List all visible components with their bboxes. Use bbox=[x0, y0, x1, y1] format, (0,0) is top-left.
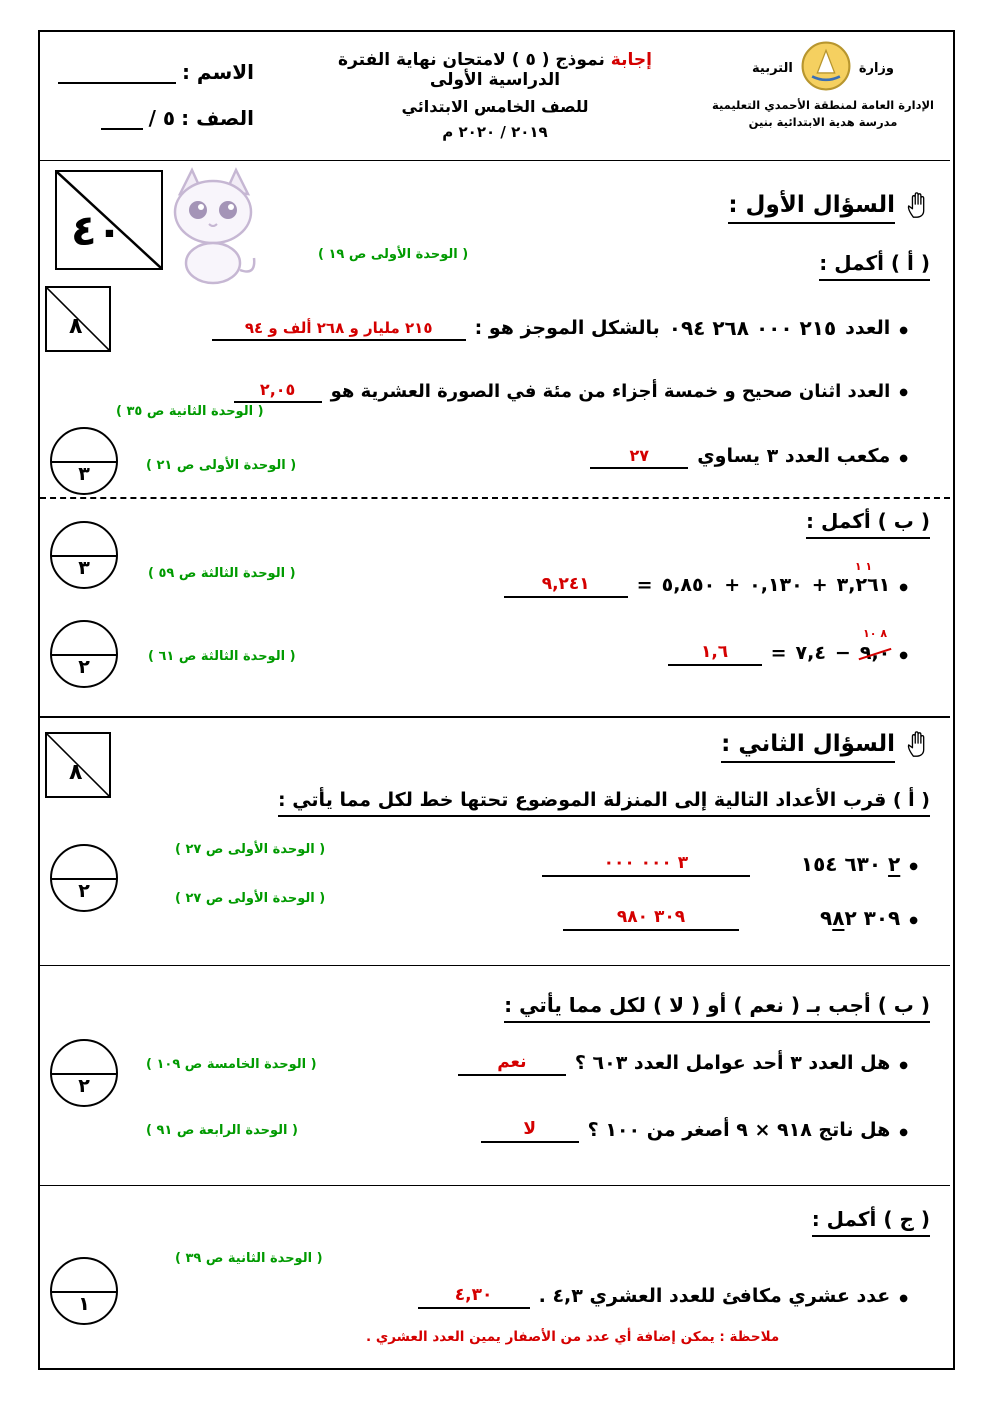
q1b-sub-subtrahend: ٧,٤ bbox=[795, 642, 826, 665]
q2a-item1 bbox=[542, 845, 918, 877]
teacher-note: ملاحظة : يمكن إضافة أي عدد من الأصفار يمين العدد العشري . bbox=[366, 1329, 780, 1345]
borrow-marks: ٨ ١٠ bbox=[863, 627, 888, 641]
underlined-digit: ٢ bbox=[888, 852, 901, 876]
q2c-item-answer-blank bbox=[418, 1277, 530, 1309]
q2-round-score-circle bbox=[50, 844, 118, 912]
q1b-add-term1-wrap bbox=[836, 560, 891, 598]
q1-cube-score-circle bbox=[50, 427, 118, 495]
q1a-item3-text: مكعب العدد ٣ يساوي bbox=[697, 445, 891, 468]
q2a-item2 bbox=[563, 899, 918, 931]
ministry-directorate: الإدارة العامة لمنطقة الأحمدي التعليمية bbox=[711, 98, 934, 112]
bullet-icon: ● bbox=[899, 650, 908, 661]
unit-reference-u1p21: ( الوحدة الأولى ص ٢١ ) bbox=[146, 458, 297, 473]
q2a-item1-answer-blank bbox=[542, 845, 750, 877]
q2b-item1-answer: نعم bbox=[497, 1052, 527, 1072]
minus-sign: − bbox=[834, 642, 851, 665]
q1-sub-score-value: ٢ bbox=[78, 655, 90, 678]
ministry-header-block bbox=[704, 40, 942, 129]
q2c-item bbox=[418, 1277, 908, 1309]
unit-reference-u3p61: ( الوحدة الثالثة ص ٦١ ) bbox=[148, 649, 296, 664]
q1a-item1-answer-blank bbox=[212, 309, 466, 341]
total-score-value: ٤٠ bbox=[71, 206, 123, 255]
plus-sign: + bbox=[724, 574, 741, 597]
exam-title-year: ٢٠١٩ / ٢٠٢٠ م bbox=[442, 123, 548, 141]
underlined-digit: ٨ bbox=[832, 906, 845, 930]
q2-heading: السؤال الثاني : bbox=[721, 731, 895, 763]
q2b-item2-text: هل ناتج ٩١٨ × ٩ أصغر من ١٠٠ ؟ bbox=[587, 1119, 891, 1142]
q2-complete-score-value: ١ bbox=[78, 1292, 90, 1315]
ministry-word-left: التربية bbox=[752, 60, 793, 76]
q1b-subtraction bbox=[668, 627, 908, 666]
bullet-icon: ● bbox=[899, 582, 908, 593]
q2-score-value: ٨ bbox=[69, 760, 83, 785]
equals-sign: = bbox=[636, 574, 653, 597]
q2-partb-label: ( ب ) أجب بـ ( نعم ) أو ( لا ) لكل مما يأتي : bbox=[504, 993, 930, 1023]
q1b-addition bbox=[504, 560, 908, 598]
q1-add-score-circle bbox=[50, 521, 118, 589]
unit-reference-u3p59: ( الوحدة الثالثة ص ٥٩ ) bbox=[148, 566, 296, 581]
q1-cube-score-value: ٣ bbox=[78, 462, 90, 485]
q1-partb-label: ( ب ) أكمل : bbox=[806, 509, 930, 539]
exam-title-grade: للصف الخامس الابتدائي bbox=[401, 97, 589, 116]
q1b-add-term3: ٥,٨٥٠ bbox=[661, 574, 716, 597]
q1a-item1-answer: ٢١٥ مليار و ٢٦٨ ألف و ٩٤ bbox=[244, 319, 433, 337]
q2b-item2 bbox=[481, 1111, 908, 1143]
q2-parta-label: ( أ ) قرب الأعداد التالية إلى المنزلة الموضوع تحتها خط لكل مما يأتي : bbox=[278, 789, 930, 817]
q2-yesno-score-value: ٢ bbox=[78, 1074, 90, 1097]
class-value: ٥ / bbox=[148, 106, 176, 130]
cat-illustration bbox=[156, 164, 268, 292]
q2c-item-answer: ٤,٣٠ bbox=[454, 1285, 493, 1305]
q1a-item1-suffix: بالشكل الموجز هو : bbox=[474, 317, 660, 340]
unit-reference-u4p91: ( الوحدة الرابعة ص ٩١ ) bbox=[146, 1123, 298, 1138]
bullet-icon: ● bbox=[899, 1060, 908, 1071]
q2-score-box bbox=[45, 732, 111, 798]
q1b-add-term1: ٣,٢٦١ bbox=[836, 574, 891, 597]
ministry-word-right: وزارة bbox=[858, 60, 894, 76]
exam-title-block bbox=[300, 50, 690, 141]
unit-reference-u2p39: ( الوحدة الثانية ص ٣٩ ) bbox=[175, 1251, 323, 1266]
carry-marks: ١ ١ bbox=[854, 560, 873, 574]
q1b-sub-minuend-wrap bbox=[859, 627, 891, 666]
unit-reference-u1p27b: ( الوحدة الأولى ص ٢٧ ) bbox=[175, 891, 326, 906]
bullet-icon: ● bbox=[899, 1127, 908, 1138]
q2-heading-row bbox=[721, 729, 934, 763]
class-blank bbox=[101, 104, 143, 130]
q1a-item2 bbox=[234, 371, 908, 403]
bullet-icon: ● bbox=[899, 325, 908, 336]
q2a-item2-answer-blank bbox=[563, 899, 739, 931]
plus-sign: + bbox=[811, 574, 828, 597]
student-info-block bbox=[58, 58, 254, 130]
bullet-icon: ● bbox=[909, 915, 918, 926]
q2b-item2-answer-blank bbox=[481, 1111, 579, 1143]
q1-parta-label: ( أ ) أكمل : bbox=[819, 251, 930, 281]
q1a-item1-prefix: العدد bbox=[845, 317, 891, 340]
section-divider-dashed bbox=[40, 497, 950, 499]
ministry-logo-icon bbox=[800, 40, 852, 96]
unit-reference-u5p109: ( الوحدة الخامسة ص ١٠٩ ) bbox=[146, 1057, 317, 1072]
q1b-add-answer: ٩,٢٤١ bbox=[541, 574, 590, 594]
q1-score-value: ٨ bbox=[69, 314, 83, 339]
answer-word-highlight: إجابة bbox=[610, 50, 652, 70]
q2b-item1 bbox=[458, 1044, 908, 1076]
equals-sign: = bbox=[770, 642, 787, 665]
bullet-icon: ● bbox=[899, 387, 908, 398]
section-divider bbox=[40, 965, 950, 966]
name-blank bbox=[58, 58, 176, 84]
q2a-item2-number-post: ٢ bbox=[844, 906, 857, 930]
bullet-icon: ● bbox=[899, 1293, 908, 1304]
q2-round-score-value: ٢ bbox=[78, 879, 90, 902]
q2-partc-label: ( ج ) أكمل : bbox=[812, 1207, 930, 1237]
q1b-add-answer-blank bbox=[504, 566, 628, 598]
q2b-item1-text: هل العدد ٣ أحد عوامل العدد ٦٠٣ ؟ bbox=[574, 1052, 891, 1075]
class-label: الصف : bbox=[181, 106, 254, 130]
q2-yesno-score-circle bbox=[50, 1039, 118, 1107]
hand-icon bbox=[904, 729, 934, 763]
q1b-sub-minuend: ٩,٠ bbox=[859, 642, 891, 665]
name-label: الاسم : bbox=[181, 60, 254, 84]
header-divider bbox=[40, 160, 950, 161]
q1-add-score-value: ٣ bbox=[78, 556, 90, 579]
hand-icon bbox=[904, 190, 934, 224]
section-divider bbox=[40, 1185, 950, 1186]
q1b-sub-answer: ١,٦ bbox=[700, 642, 729, 662]
q2a-item2-number bbox=[820, 905, 900, 931]
q1-sub-score-circle bbox=[50, 620, 118, 688]
q2a-item1-answer: ٣ ٠٠٠ ٠٠٠ bbox=[603, 853, 689, 873]
q1b-sub-answer-blank bbox=[668, 634, 762, 666]
exam-title-line1 bbox=[300, 50, 690, 90]
q1a-item2-answer-blank bbox=[234, 371, 322, 403]
q1-heading-row bbox=[728, 190, 934, 224]
q1a-item2-answer: ٢,٠٥ bbox=[259, 380, 296, 399]
unit-reference-u2p35: ( الوحدة الثانية ص ٣٥ ) bbox=[116, 404, 264, 419]
q2c-item-text: عدد عشري مكافئ للعدد العشري ٤,٣ . bbox=[538, 1285, 891, 1308]
school-name: مدرسة هدية الابتدائية بنين bbox=[748, 115, 898, 129]
q1a-item1-number: ٢١٥ ٠٠٠ ٢٦٨ ٠٩٤ bbox=[668, 316, 837, 340]
q2b-item1-answer-blank bbox=[458, 1044, 566, 1076]
bullet-icon: ● bbox=[899, 453, 908, 464]
q2-complete-score-circle bbox=[50, 1257, 118, 1325]
total-score-box bbox=[55, 170, 163, 270]
q2a-item1-number bbox=[801, 851, 900, 877]
q1-score-box bbox=[45, 286, 111, 352]
bullet-icon: ● bbox=[909, 861, 918, 872]
q1a-item1 bbox=[212, 309, 908, 341]
unit-reference-u1p19: ( الوحدة الأولى ص ١٩ ) bbox=[318, 247, 469, 262]
q1a-item2-text: العدد اثنان صحيح و خمسة أجزاء من مئة في الصورة العشرية هو bbox=[330, 380, 891, 402]
section-divider bbox=[40, 716, 950, 718]
q2b-item2-answer: لا bbox=[523, 1119, 537, 1139]
q1b-add-term2: ٠,١٣٠ bbox=[749, 574, 803, 597]
unit-reference-u1p27a: ( الوحدة الأولى ص ٢٧ ) bbox=[175, 842, 326, 857]
q1a-item3-answer-blank bbox=[590, 437, 688, 469]
q1-heading: السؤال الأول : bbox=[728, 192, 895, 224]
q2a-item2-number-pre: ٣٠٩ ٩ bbox=[820, 906, 901, 930]
q2a-item1-number-rest: ٦٣٠ ١٥٤ bbox=[800, 852, 889, 876]
q1a-item3-answer: ٢٧ bbox=[629, 446, 649, 465]
q2a-item2-answer: ٣٠٩ ٩٨٠ bbox=[616, 907, 686, 927]
exam-title-line1-rest: نموذج ( ٥ ) لامتحان نهاية الفترة الدراسية الأولى bbox=[338, 50, 605, 90]
q1a-item3 bbox=[590, 437, 908, 469]
